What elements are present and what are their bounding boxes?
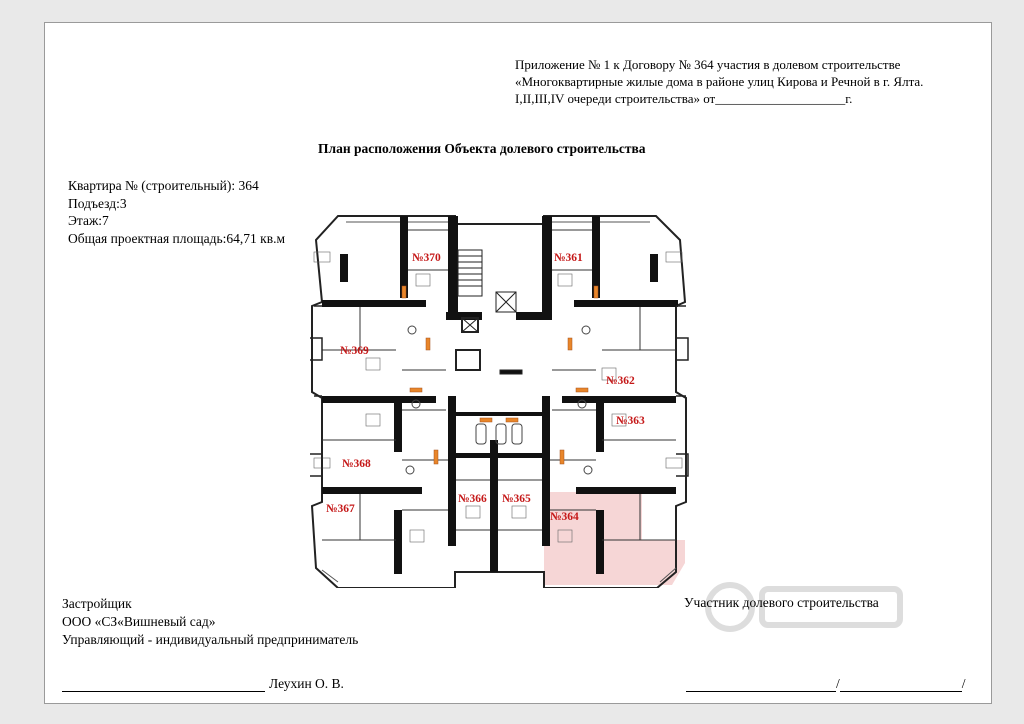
entrance-number: Подъезд:3 (68, 195, 127, 211)
floor-plan (300, 210, 692, 588)
apartment-label-367: №367 (326, 503, 355, 515)
header-line-2: «Многоквартирные жилые дома в районе улиц Кирова и Речной в г. Ялта. (515, 74, 924, 89)
apartment-label-363: №363 (616, 415, 645, 427)
apartment-label-362: №362 (606, 375, 635, 387)
developer-block (62, 595, 358, 649)
apartment-number: Квартира № (строительный): 364 (68, 178, 259, 193)
balconies (310, 306, 688, 476)
participant-name-line (840, 677, 962, 692)
signature-end: / (961, 676, 966, 691)
apartment-label-368: №368 (342, 458, 371, 470)
developer-name: ООО «СЗ«Вишневый сад» (62, 614, 216, 629)
participant-signature-line (686, 677, 836, 692)
developer-label: Застройщик (62, 596, 132, 611)
apartment-label-369: №369 (340, 345, 369, 357)
apartment-label-370: №370 (412, 252, 441, 264)
signature-separator: / (836, 676, 840, 691)
header-line-1: Приложение № 1 к Договору № 364 участия в долевом строительстве (515, 57, 901, 72)
apartment-label-365: №365 (502, 493, 531, 505)
header-line-3: I,II,III,IV очереди строительства» от____________________г. (515, 91, 853, 106)
participant-label: Участник долевого строительства (684, 595, 879, 610)
apartment-label-364: №364 (550, 511, 579, 523)
participant-signature (686, 676, 966, 692)
contract-header (515, 56, 923, 107)
total-area: Общая проектная площадь:64,71 кв.м (68, 230, 286, 246)
plan-title: План расположения Объекта долевого строительства (318, 141, 646, 156)
watermark-logo (690, 575, 910, 645)
vent-shafts (402, 286, 598, 464)
apartment-364-highlight (544, 492, 685, 585)
apartment-label-366: №366 (458, 493, 487, 505)
developer-signature-line (62, 677, 265, 692)
apartment-label-361: №361 (554, 252, 583, 264)
developer-manager: Управляющий - индивидуальный предприниматель (62, 632, 359, 647)
floor-number: Этаж:7 (68, 213, 109, 228)
developer-signature (62, 676, 344, 692)
apartment-info (68, 177, 285, 247)
signatory-name: Леухин О. В. (269, 676, 344, 691)
